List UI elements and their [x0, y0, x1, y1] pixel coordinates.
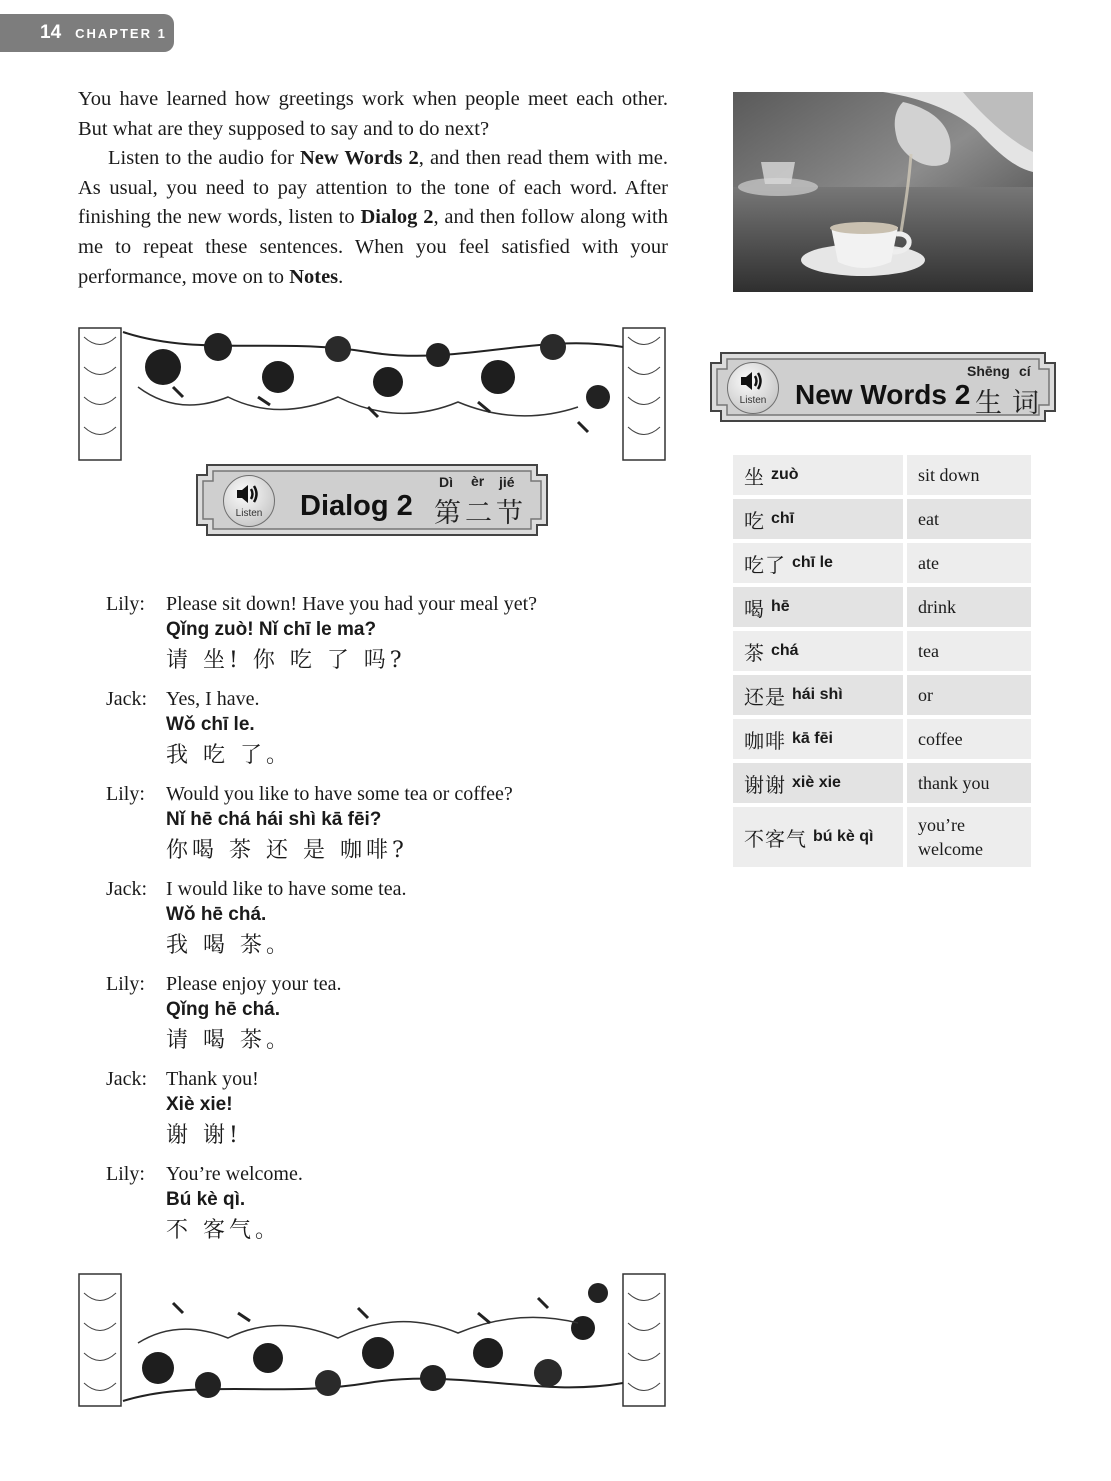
dialog-plaque: [193, 461, 551, 539]
word-pinyin: xiè xie: [792, 774, 841, 791]
table-row: [733, 455, 1031, 495]
dialog-turn: [106, 591, 666, 686]
pinyin-line: Wǒ chī le.: [166, 714, 255, 735]
dialog-turn: [106, 876, 666, 971]
word-meaning: coffee: [907, 719, 1031, 759]
word-meaning: sit down: [907, 455, 1031, 495]
table-row: [733, 675, 1031, 715]
dialog-turn: [106, 781, 666, 876]
word-pinyin: chá: [771, 642, 799, 659]
word-hanzi: 吃: [744, 508, 765, 533]
speaker-name: Lily:: [106, 1163, 145, 1185]
new-words-reference: New Words 2: [299, 147, 419, 170]
chinese-line: 请 坐! 你 吃 了 吗?: [166, 648, 406, 673]
listen-label: Listen: [739, 395, 767, 406]
speaker-icon: [235, 482, 261, 506]
word-hanzi: 咖啡: [744, 728, 786, 753]
word-pinyin: hái shì: [792, 686, 843, 703]
intro-text: [78, 85, 668, 292]
english-line: Please sit down! Have you had your meal yet?: [166, 593, 538, 615]
dialog-title: Dialog 2: [300, 490, 413, 522]
english-line: Would you like to have some tea or coffee?: [166, 783, 513, 805]
chapter-title: CHAPTER 1: [75, 25, 167, 41]
word-cell: [733, 631, 903, 671]
english-line: Thank you!: [166, 1068, 259, 1090]
word-pinyin: bú kè qì: [813, 828, 874, 845]
english-line: I would like to have some tea.: [166, 878, 407, 900]
word-cell: [733, 543, 903, 583]
listen-label: Listen: [235, 508, 263, 519]
chinese-line: 我 吃 了。: [166, 743, 292, 768]
word-hanzi: 吃了: [744, 552, 786, 577]
chinese-line: 不 客气。: [166, 1218, 281, 1243]
table-row: [733, 499, 1031, 539]
intro-text-run: .: [338, 265, 344, 288]
intro-text-run: , and then read them with me. As usual, you need to pay attention to the tone of each word. After finishing the new words, listen to: [78, 147, 668, 229]
listen-button[interactable]: [223, 475, 275, 527]
listen-button[interactable]: [727, 362, 779, 414]
english-line: You’re welcome.: [166, 1163, 303, 1185]
new-words-table: [733, 455, 1031, 871]
speaker-name: Jack:: [106, 688, 148, 710]
word-meaning: thank you: [907, 763, 1031, 803]
table-row: [733, 587, 1031, 627]
word-pinyin: chī: [771, 510, 795, 527]
word-cell: [733, 587, 903, 627]
pinyin-line: Bú kè qì.: [166, 1189, 246, 1210]
intro-text-run: Listen to the audio for: [108, 147, 300, 170]
table-row: [733, 807, 1031, 867]
word-pinyin: zuò: [771, 466, 799, 483]
word-meaning: you’re welcome: [907, 807, 1031, 867]
speaker-name: Jack:: [106, 1068, 148, 1090]
pinyin-line: Xiè xie!: [166, 1094, 233, 1115]
word-cell: [733, 675, 903, 715]
dialog-turn: [106, 686, 666, 781]
pinyin-er: èr: [471, 473, 485, 489]
tea-photo: [733, 92, 1033, 292]
pinyin-line: Nǐ hē chá hái shì kā fēi?: [166, 809, 382, 830]
notes-reference: Notes: [289, 265, 339, 288]
intro-paragraph-2: [78, 144, 668, 292]
word-cell: [733, 807, 903, 867]
word-cell: [733, 763, 903, 803]
pinyin-line: Qǐng hē chá.: [166, 999, 281, 1020]
english-line: Please enjoy your tea.: [166, 973, 342, 995]
word-hanzi: 喝: [744, 596, 765, 621]
chapter-tab: [0, 14, 174, 52]
word-cell: [733, 455, 903, 495]
word-meaning: or: [907, 675, 1031, 715]
word-cell: [733, 719, 903, 759]
dialog-reference: Dialog 2: [360, 206, 434, 229]
word-meaning: ate: [907, 543, 1031, 583]
speaker-name: Lily:: [106, 973, 145, 995]
word-hanzi: 还是: [744, 684, 786, 709]
dialog-hanzi: 第二节: [434, 498, 527, 529]
dialog-list: [106, 591, 666, 1256]
table-row: [733, 543, 1031, 583]
speaker-name: Jack:: [106, 878, 148, 900]
floral-ornament-icon: [78, 327, 666, 461]
word-pinyin: hē: [771, 598, 790, 615]
dialog-turn: [106, 971, 666, 1066]
new-words-hanzi: 生词: [975, 388, 1049, 419]
dialog-turn: [106, 1066, 666, 1161]
word-hanzi: 不客气: [744, 826, 807, 851]
page-number: 14: [40, 22, 62, 43]
word-hanzi: 谢谢: [744, 772, 786, 797]
speaker-name: Lily:: [106, 783, 145, 805]
table-row: [733, 719, 1031, 759]
english-line: Yes, I have.: [166, 688, 260, 710]
pinyin-line: Qǐng zuò! Nǐ chī le ma?: [166, 619, 377, 640]
table-row: [733, 763, 1031, 803]
word-meaning: tea: [907, 631, 1031, 671]
pinyin-jie: jié: [499, 474, 515, 490]
floral-ornament-icon: [78, 1273, 666, 1407]
intro-text-run: , and then follow along with me to repeat these sentences. When you feel satisfied with your performance, move on to: [78, 206, 669, 288]
word-pinyin: kā fēi: [792, 730, 833, 747]
speaker-icon: [739, 369, 765, 393]
new-words-plaque: [707, 349, 1059, 425]
chinese-line: 我 喝 茶。: [166, 933, 292, 958]
chinese-line: 请 喝 茶。: [166, 1028, 292, 1053]
dialog-turn: [106, 1161, 666, 1256]
pinyin-sheng: Shēng: [967, 363, 1010, 379]
word-pinyin: chī le: [792, 554, 833, 571]
word-meaning: eat: [907, 499, 1031, 539]
word-hanzi: 坐: [744, 464, 765, 489]
chinese-line: 谢 谢!: [166, 1123, 242, 1148]
table-row: [733, 631, 1031, 671]
pinyin-di: Dì: [439, 474, 453, 490]
pinyin-ci: cí: [1019, 363, 1031, 379]
intro-paragraph-1: You have learned how greetings work when people meet each other. But what are they supposed to say and to do next?: [78, 88, 668, 140]
pinyin-line: Wǒ hē chá.: [166, 904, 267, 925]
word-cell: [733, 499, 903, 539]
chinese-line: 你喝 茶 还 是 咖啡?: [166, 838, 408, 863]
new-words-title: New Words 2: [795, 379, 971, 410]
speaker-name: Lily:: [106, 593, 145, 615]
word-meaning: drink: [907, 587, 1031, 627]
word-hanzi: 茶: [744, 640, 765, 665]
